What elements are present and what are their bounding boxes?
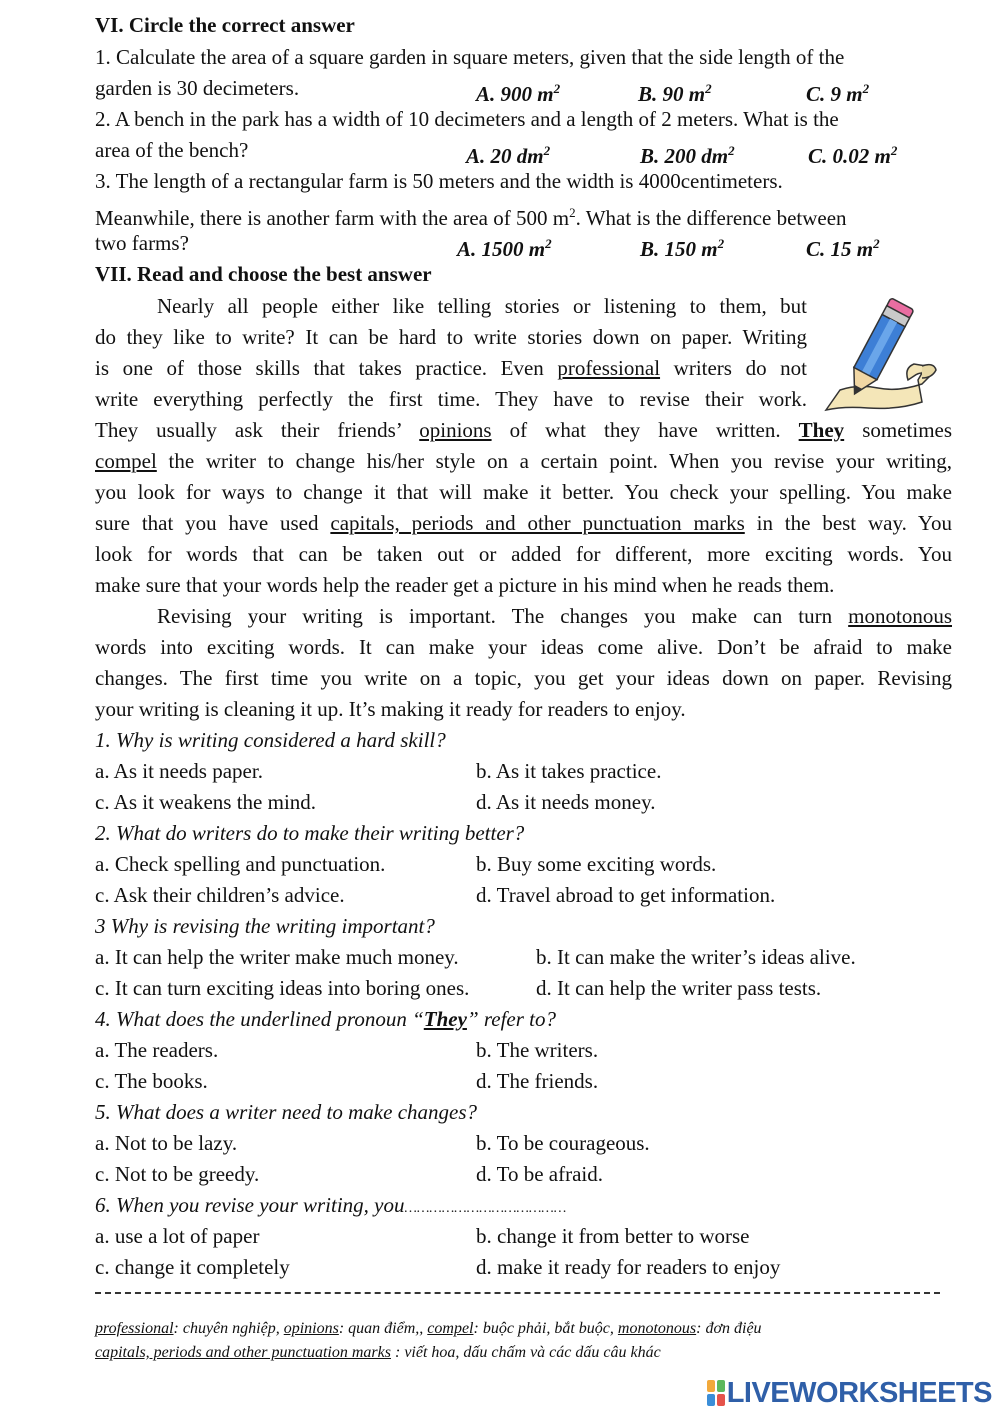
q3-answer-d[interactable]: d. It can help the writer pass tests. [536, 976, 822, 1000]
passage-p1-line4: write everything perfectly the first time. They have to revise their work. [95, 387, 807, 411]
q3-line3: two farms? [95, 231, 189, 255]
q2-line2: area of the bench? [95, 138, 249, 162]
q4-answer-d[interactable]: d. The friends. [476, 1069, 599, 1093]
q2-answer-c[interactable]: c. Ask their children’s advice. [95, 883, 345, 907]
q6-answer-a[interactable]: a. use a lot of paper [95, 1224, 260, 1248]
q3-option-c[interactable]: C. 15 $m^2$ [806, 236, 880, 261]
q1-answer-a[interactable]: a. As it needs paper. [95, 759, 263, 783]
q2-line1: 2. A bench in the park has a width of 10 decimeters and a length of 2 meters. What is the [95, 107, 839, 131]
glossary-line1: professional: chuyên nghiệp, opinions: quan điểm,, compel: buộc phải, bắt buộc, monotonous: đơn điệu [95, 1320, 762, 1337]
passage-p1-line7: you look for ways to change it that will make it better. You check your spelling. You make [95, 480, 952, 504]
question-3: 3 Why is revising the writing important? [95, 914, 435, 938]
q2-option-a[interactable]: A. 20 $dm^2$ [466, 143, 551, 168]
q1-option-c[interactable]: C. 9 $m^2$ [806, 81, 870, 106]
question-4: 4. What does the underlined pronoun “They” refer to? [95, 1007, 556, 1031]
question-1: 1. Why is writing considered a hard skill? [95, 728, 446, 752]
brand-name: LIVEWORKSHEETS [726, 1376, 992, 1409]
q3-option-b[interactable]: B. 150 $m^2$ [640, 236, 725, 261]
q1-option-b[interactable]: B. 90 $m^2$ [638, 81, 712, 106]
q3-line1: 3. The length of a rectangular farm is 50 meters and the width is 4000centimeters. [95, 169, 783, 193]
answer-blank: ………………………………… [404, 1201, 567, 1216]
q4-answer-a[interactable]: a. The readers. [95, 1038, 219, 1062]
passage-p1-line5: They usually ask their friends’ opinions of what they have written. They sometimes [95, 418, 952, 442]
pencil-writing-icon [818, 292, 938, 414]
section-7-heading: VII. Read and choose the best answer [95, 262, 432, 286]
passage-p2-line3: changes. The first time you write on a topic, you get your ideas down on paper. Revising [95, 666, 952, 690]
q1-option-a[interactable]: A. 900 $m^2$ [476, 81, 561, 106]
q6-answer-b[interactable]: b. change it from better to worse [476, 1224, 750, 1248]
liveworksheets-logo[interactable] [707, 1377, 992, 1409]
passage-p1-line6: compel the writer to change his/her style on a certain point. When you revise your writing, [95, 449, 952, 473]
q1-answer-c[interactable]: c. As it weakens the mind. [95, 790, 317, 814]
passage-p1-line1: Nearly all people either like telling stories or listening to them, but [157, 294, 807, 318]
q5-answer-b[interactable]: b. To be courageous. [476, 1131, 650, 1155]
passage-p1-line10: make sure that your words help the reader get a picture in his mind when he reads them. [95, 573, 835, 597]
q5-answer-a[interactable]: a. Not to be lazy. [95, 1131, 238, 1155]
passage-p2-line2: words into exciting words. It can make your ideas come alive. Don’t be afraid to make [95, 635, 952, 659]
q1-line2: garden is 30 decimeters. [95, 76, 300, 100]
q2-option-b[interactable]: B. 200 $dm^2$ [640, 143, 735, 168]
passage-p1-line3: is one of those skills that takes practice. Even professional writers do not [95, 356, 807, 380]
q1-answer-d[interactable]: d. As it needs money. [476, 790, 656, 814]
question-2: 2. What do writers do to make their writing better? [95, 821, 525, 845]
liveworksheets-mark-icon [707, 1380, 725, 1406]
q5-answer-d[interactable]: d. To be afraid. [476, 1162, 604, 1186]
passage-p1-line8: sure that you have used capitals, periods and other punctuation marks in the best way. You [95, 511, 952, 535]
passage-p2-line4: your writing is cleaning it up. It’s making it ready for readers to enjoy. [95, 697, 686, 721]
q1-answer-b[interactable]: b. As it takes practice. [476, 759, 662, 783]
q4-answer-c[interactable]: c. The books. [95, 1069, 208, 1093]
q1-line1: 1. Calculate the area of a square garden in square meters, given that the side length of the [95, 45, 845, 69]
q2-answer-b[interactable]: b. Buy some exciting words. [476, 852, 717, 876]
q3-answer-c[interactable]: c. It can turn exciting ideas into boring ones. [95, 976, 470, 1000]
passage-p2-line1: Revising your writing is important. The changes you make can turn monotonous [157, 604, 952, 628]
q2-answer-d[interactable]: d. Travel abroad to get information. [476, 883, 776, 907]
q2-answer-a[interactable]: a. Check spelling and punctuation. [95, 852, 386, 876]
q5-answer-c[interactable]: c. Not to be greedy. [95, 1162, 260, 1186]
question-5: 5. What does a writer need to make changes? [95, 1100, 478, 1124]
q2-option-c[interactable]: C. 0.02 $m^2$ [808, 143, 898, 168]
q3-option-a[interactable]: A. 1500 $m^2$ [457, 236, 552, 261]
question-6: 6. When you revise your writing, you………………………………… [95, 1193, 567, 1217]
q3-answer-a[interactable]: a. It can help the writer make much money. [95, 945, 459, 969]
passage-p1-line2: do they like to write? It can be hard to write stories down on paper. Writing [95, 325, 807, 349]
q6-answer-d[interactable]: d. make it ready for readers to enjoy [476, 1255, 781, 1279]
glossary-line2: capitals, periods and other punctuation marks : viết hoa, dấu chấm và các dấu câu khác [95, 1344, 661, 1361]
divider-dashed [95, 1292, 940, 1294]
q3-answer-b[interactable]: b. It can make the writer’s ideas alive. [536, 945, 856, 969]
q3-line2: Meanwhile, there is another farm with the area of 500 $m^2$. What is the difference between [95, 205, 847, 230]
q6-answer-c[interactable]: c. change it completely [95, 1255, 290, 1279]
q4-answer-b[interactable]: b. The writers. [476, 1038, 599, 1062]
section-6-heading: VI. Circle the correct answer [95, 13, 355, 37]
passage-p1-line9: look for words that can be taken out or added for different, more exciting words. You [95, 542, 952, 566]
